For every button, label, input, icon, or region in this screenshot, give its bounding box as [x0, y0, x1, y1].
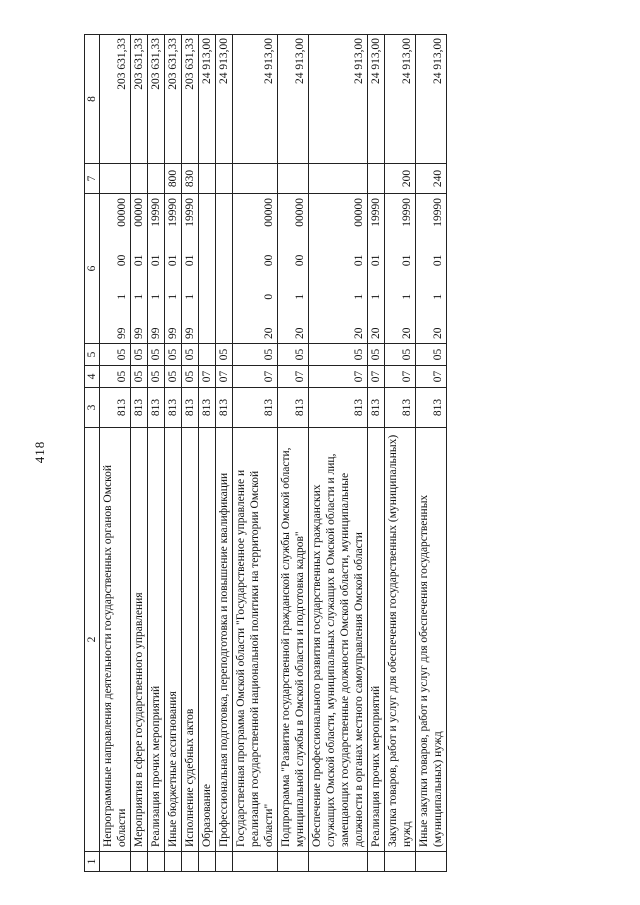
target-article-code — [431, 198, 445, 339]
target-article-cell — [100, 194, 131, 344]
target-article-part: 1 — [116, 293, 129, 300]
table-row — [199, 35, 216, 872]
column-number: 6 — [85, 194, 100, 344]
vr-cell — [100, 164, 131, 194]
amount-cell: 24 913,00 — [385, 35, 416, 164]
amount-cell: 24 913,00 — [199, 35, 216, 164]
target-article-code — [115, 198, 129, 339]
amount-cell: 24 913,00 — [216, 35, 233, 164]
target-article-part: 19990 — [370, 198, 383, 227]
target-article-code — [149, 198, 163, 339]
target-article-cell — [368, 194, 385, 344]
vr-cell: 240 — [416, 164, 447, 194]
grbs-cell: 813 — [165, 388, 182, 428]
grbs-cell: 813 — [100, 388, 131, 428]
target-article-cell — [278, 194, 309, 344]
target-article-part: 1 — [432, 293, 445, 300]
row-number-cell — [416, 852, 447, 872]
target-article-part: 1 — [167, 293, 180, 300]
table-row — [416, 35, 447, 872]
rz-cell: 07 — [278, 366, 309, 388]
target-article-cell — [309, 194, 368, 344]
target-article-cell — [148, 194, 165, 344]
amount-cell: 24 913,00 — [416, 35, 447, 164]
rz-cell: 05 — [148, 366, 165, 388]
amount-cell: 203 631,33 — [131, 35, 148, 164]
row-number-cell — [165, 852, 182, 872]
rotated-table-container — [84, 35, 618, 872]
vr-cell: 200 — [385, 164, 416, 194]
pr-cell: 05 — [182, 344, 199, 366]
target-article-part: 1 — [184, 293, 197, 300]
rz-cell: 05 — [100, 366, 131, 388]
target-article-part: 01 — [401, 254, 414, 267]
target-article-part: 00000 — [133, 198, 146, 227]
table-row — [233, 35, 278, 872]
target-article-cell — [216, 194, 233, 344]
row-number-cell — [148, 852, 165, 872]
pr-cell: 05 — [385, 344, 416, 366]
target-article-part: 0 — [263, 293, 276, 300]
row-number-cell — [131, 852, 148, 872]
target-article-part: 01 — [133, 254, 146, 267]
target-article-part: 99 — [184, 327, 197, 339]
rotated-page-area — [84, 35, 618, 872]
row-number-cell — [233, 852, 278, 872]
pr-cell: 05 — [131, 344, 148, 366]
rz-cell: 07 — [416, 366, 447, 388]
target-article-code — [262, 198, 276, 339]
target-article-cell — [182, 194, 199, 344]
row-name-cell: Профессиональная подготовка, переподготовка и повышение квалификации — [216, 428, 233, 852]
target-article-part: 01 — [370, 254, 383, 267]
target-article-part: 19990 — [167, 198, 180, 227]
rz-cell: 07 — [199, 366, 216, 388]
target-article-part: 01 — [167, 254, 180, 267]
target-article-part: 00 — [294, 254, 307, 267]
rz-cell: 05 — [182, 366, 199, 388]
target-article-part: 01 — [432, 254, 445, 267]
row-name-cell: Иные бюджетные ассигнования — [165, 428, 182, 852]
table-row — [368, 35, 385, 872]
column-number: 2 — [85, 428, 100, 852]
table-row — [100, 35, 131, 872]
grbs-cell: 813 — [368, 388, 385, 428]
column-number: 3 — [85, 388, 100, 428]
amount-cell: 203 631,33 — [165, 35, 182, 164]
table-row — [385, 35, 416, 872]
grbs-cell: 813 — [309, 388, 368, 428]
vr-cell — [148, 164, 165, 194]
rz-cell: 05 — [165, 366, 182, 388]
pr-cell: 05 — [233, 344, 278, 366]
row-number-cell — [368, 852, 385, 872]
rz-cell: 05 — [131, 366, 148, 388]
target-article-cell — [199, 194, 216, 344]
row-number-cell — [385, 852, 416, 872]
grbs-cell: 813 — [131, 388, 148, 428]
table-row — [131, 35, 148, 872]
target-article-cell — [385, 194, 416, 344]
row-name-cell: Обеспечение профессионального развития государственных гражданских служащих Омской области, муниципальных служащих в Омской области и лиц, замещающих государственные должности Омской области, муниципальные должности в органах местного самоуправления Омской области — [309, 428, 368, 852]
amount-cell: 203 631,33 — [100, 35, 131, 164]
pr-cell: 05 — [309, 344, 368, 366]
row-name-cell: Иные закупки товаров, работ и услуг для обеспечения государственных (муниципальных) нужд — [416, 428, 447, 852]
pr-cell: 05 — [216, 344, 233, 366]
target-article-code — [369, 198, 383, 339]
row-name-cell: Образование — [199, 428, 216, 852]
pr-cell: 05 — [100, 344, 131, 366]
rz-cell: 07 — [233, 366, 278, 388]
grbs-cell: 813 — [182, 388, 199, 428]
target-article-part: 1 — [133, 293, 146, 300]
amount-cell: 24 913,00 — [278, 35, 309, 164]
vr-cell — [309, 164, 368, 194]
row-number-cell — [100, 852, 131, 872]
amount-cell: 24 913,00 — [309, 35, 368, 164]
target-article-part: 19990 — [150, 198, 163, 227]
table-row — [148, 35, 165, 872]
row-name-cell: Закупка товаров, работ и услуг для обеспечения государственных (муниципальных) нужд — [385, 428, 416, 852]
row-number-cell — [309, 852, 368, 872]
amount-cell: 24 913,00 — [368, 35, 385, 164]
target-article-part: 20 — [294, 327, 307, 339]
target-article-cell — [416, 194, 447, 344]
target-article-code — [400, 198, 414, 339]
table-row — [216, 35, 233, 872]
target-article-part: 99 — [167, 327, 180, 339]
row-name-cell: Непрограммные направления деятельности государственных органов Омской области — [100, 428, 131, 852]
column-number: 1 — [85, 852, 100, 872]
table-row — [309, 35, 368, 872]
rz-cell: 07 — [309, 366, 368, 388]
target-article-part: 20 — [263, 327, 276, 339]
column-number-row — [85, 35, 100, 872]
vr-cell — [233, 164, 278, 194]
target-article-part: 20 — [353, 327, 366, 339]
vr-cell: 830 — [182, 164, 199, 194]
row-number-cell — [199, 852, 216, 872]
pr-cell: 05 — [278, 344, 309, 366]
target-article-part: 1 — [401, 293, 414, 300]
vr-cell — [216, 164, 233, 194]
grbs-cell: 813 — [416, 388, 447, 428]
pr-cell: 05 — [416, 344, 447, 366]
target-article-code — [166, 198, 180, 339]
target-article-part: 00000 — [294, 198, 307, 227]
amount-cell: 24 913,00 — [233, 35, 278, 164]
target-article-part: 01 — [150, 254, 163, 267]
row-number-cell — [182, 852, 199, 872]
table-row — [278, 35, 309, 872]
row-name-cell: Подпрограмма "Развитие государственной гражданской службы Омской области, муниципальной службы в Омской области и подготовка кадров" — [278, 428, 309, 852]
target-article-code — [293, 198, 307, 339]
target-article-part: 1 — [150, 293, 163, 300]
grbs-cell: 813 — [385, 388, 416, 428]
column-number: 8 — [85, 35, 100, 164]
row-name-cell: Реализация прочих мероприятий — [368, 428, 385, 852]
grbs-cell: 813 — [233, 388, 278, 428]
target-article-part: 00000 — [353, 198, 366, 227]
row-name-cell: Государственная программа Омской области "Государственное управление и реализация государственной национальной политики на территории Омской области" — [233, 428, 278, 852]
row-name-cell: Реализация прочих мероприятий — [148, 428, 165, 852]
pr-cell — [199, 344, 216, 366]
vr-cell: 800 — [165, 164, 182, 194]
pr-cell: 05 — [368, 344, 385, 366]
amount-cell: 203 631,33 — [182, 35, 199, 164]
pr-cell: 05 — [165, 344, 182, 366]
target-article-cell — [233, 194, 278, 344]
target-article-part: 19990 — [401, 198, 414, 227]
vr-cell — [199, 164, 216, 194]
vr-cell — [131, 164, 148, 194]
vr-cell — [278, 164, 309, 194]
target-article-part: 01 — [184, 254, 197, 267]
grbs-cell: 813 — [278, 388, 309, 428]
target-article-part: 99 — [150, 327, 163, 339]
target-article-part: 19990 — [184, 198, 197, 227]
row-name-cell: Исполнение судебных актов — [182, 428, 199, 852]
vr-cell — [368, 164, 385, 194]
target-article-part: 00000 — [263, 198, 276, 227]
budget-table — [84, 34, 447, 872]
table-row — [182, 35, 199, 872]
target-article-part: 00 — [116, 254, 129, 267]
rz-cell: 07 — [385, 366, 416, 388]
target-article-part: 1 — [294, 293, 307, 300]
column-number: 7 — [85, 164, 100, 194]
grbs-cell: 813 — [148, 388, 165, 428]
column-number: 5 — [85, 344, 100, 366]
target-article-part: 00000 — [116, 198, 129, 227]
target-article-part: 20 — [432, 327, 445, 339]
target-article-part: 1 — [370, 293, 383, 300]
table-row — [165, 35, 182, 872]
amount-cell: 203 631,33 — [148, 35, 165, 164]
target-article-code — [132, 198, 146, 339]
target-article-code — [352, 198, 366, 339]
target-article-cell — [165, 194, 182, 344]
target-article-code — [183, 198, 197, 339]
table-body — [100, 35, 447, 872]
target-article-part: 99 — [116, 327, 129, 339]
row-name-cell: Мероприятия в сфере государственного управления — [131, 428, 148, 852]
column-number: 4 — [85, 366, 100, 388]
target-article-part: 20 — [370, 327, 383, 339]
target-article-cell — [131, 194, 148, 344]
target-article-part: 01 — [353, 254, 366, 267]
row-number-cell — [278, 852, 309, 872]
target-article-part: 00 — [263, 254, 276, 267]
target-article-part: 20 — [401, 327, 414, 339]
grbs-cell: 813 — [216, 388, 233, 428]
target-article-part: 99 — [133, 327, 146, 339]
target-article-part: 1 — [353, 293, 366, 300]
pr-cell: 05 — [148, 344, 165, 366]
grbs-cell: 813 — [199, 388, 216, 428]
row-number-cell — [216, 852, 233, 872]
target-article-part: 19990 — [432, 198, 445, 227]
rz-cell: 07 — [216, 366, 233, 388]
page-number: 418 — [32, 440, 47, 464]
rz-cell: 07 — [368, 366, 385, 388]
